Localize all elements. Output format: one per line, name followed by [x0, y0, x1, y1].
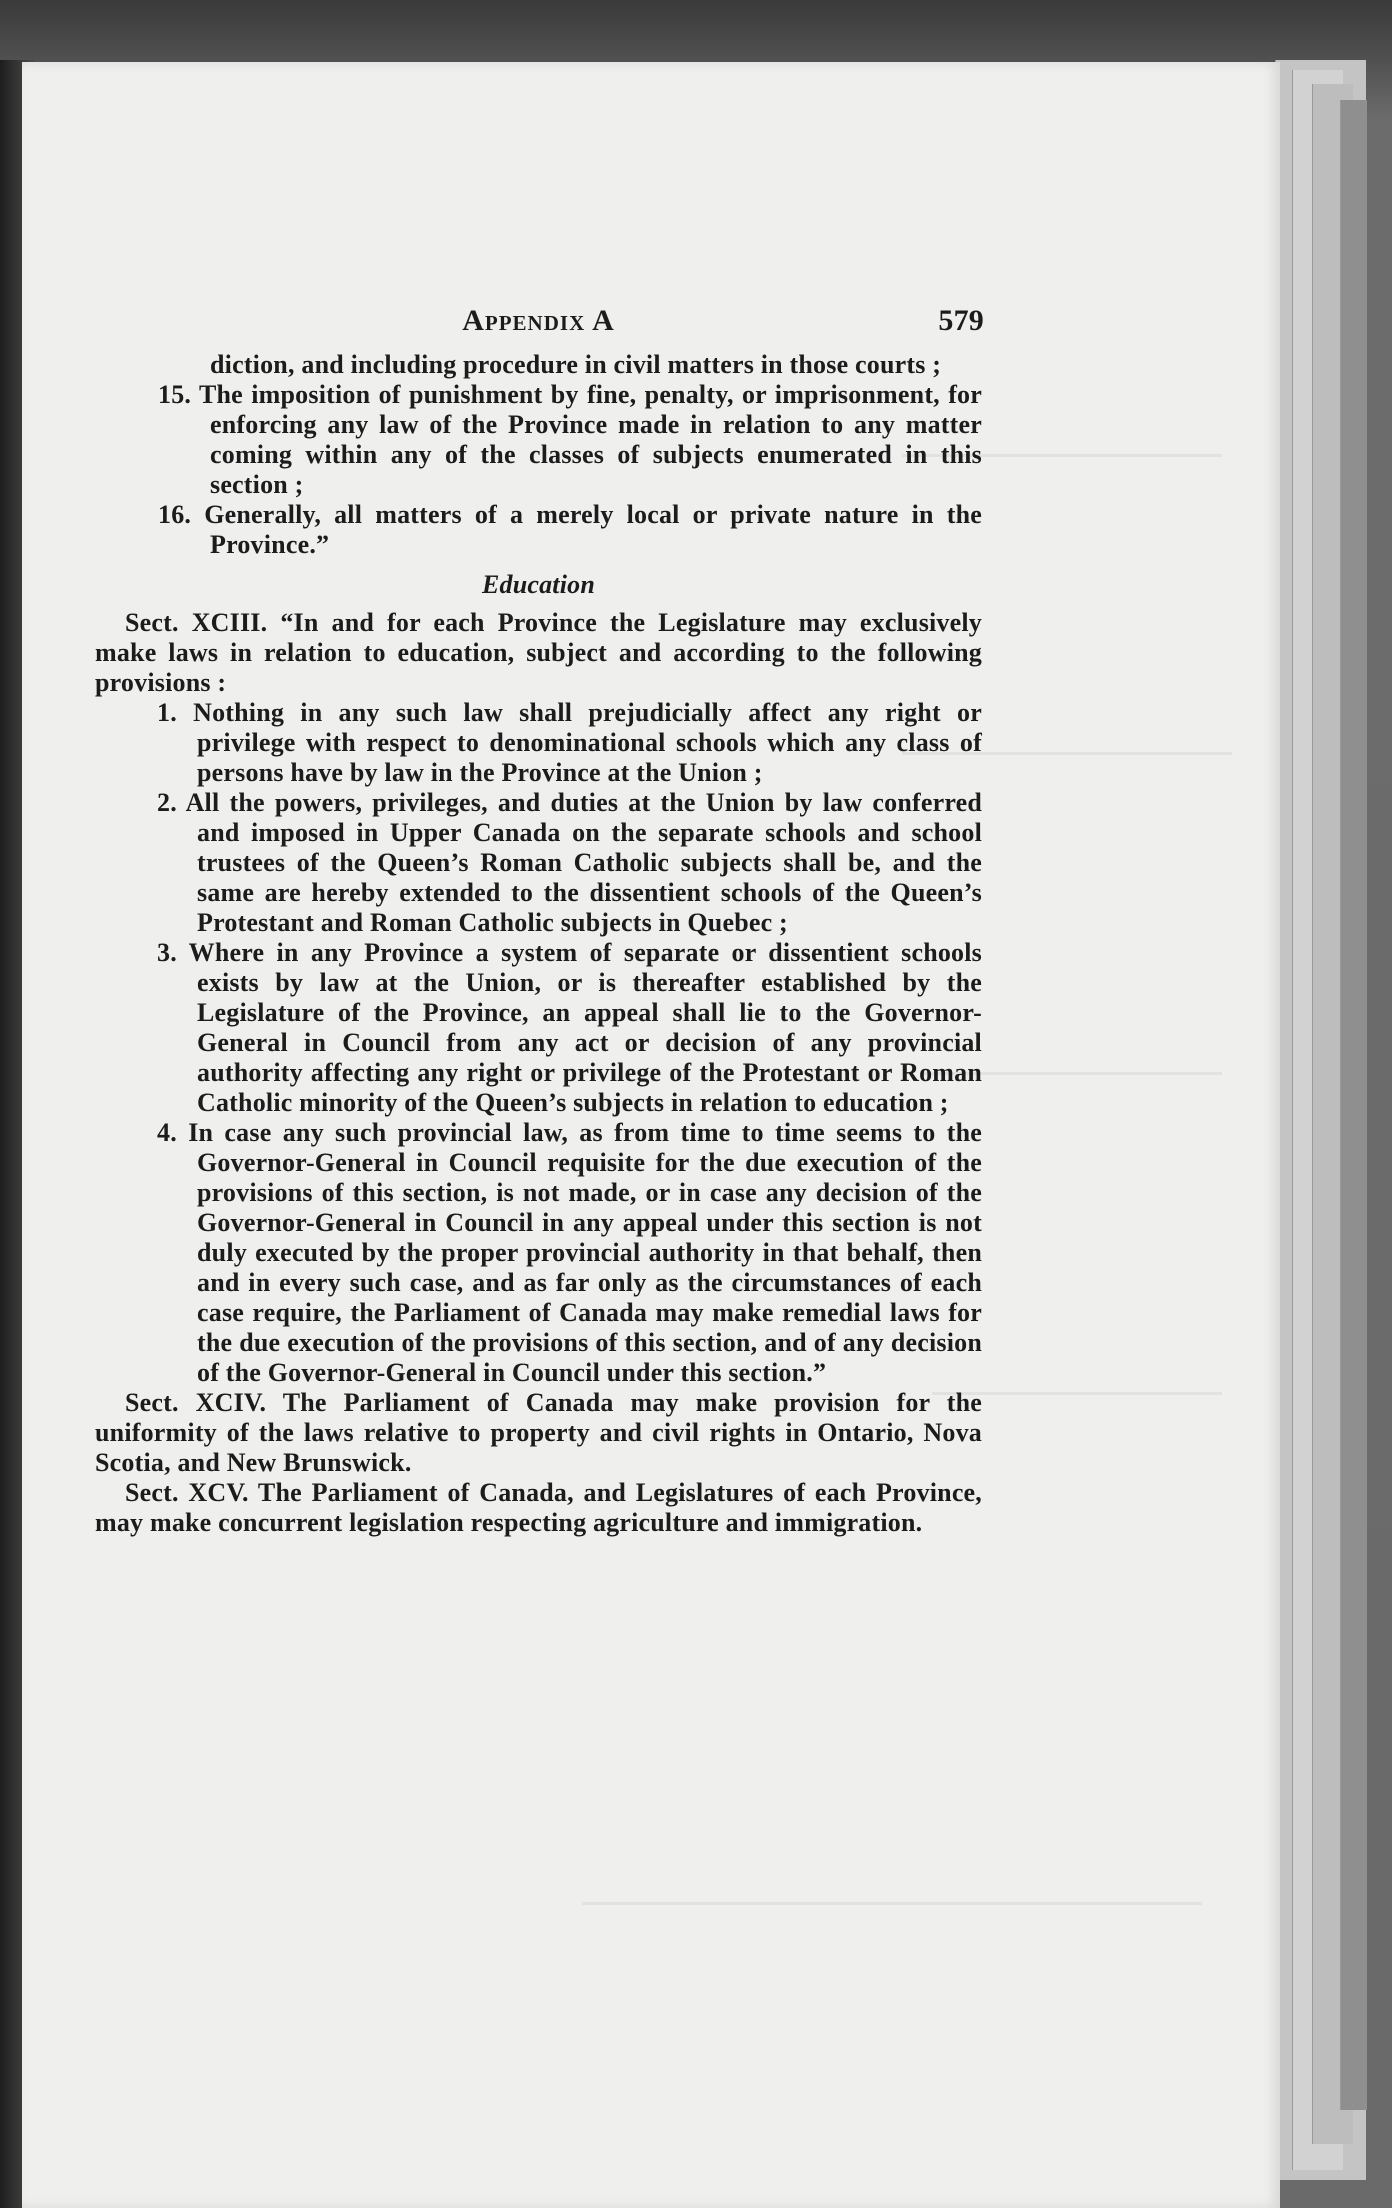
list-item	[95, 788, 982, 938]
list-item	[95, 380, 982, 500]
page-header	[95, 306, 982, 350]
item-text: Generally, all matters of a merely local or private nature in the Province.”	[204, 500, 983, 559]
item-number: 2.	[157, 788, 177, 817]
list-item	[95, 500, 982, 560]
item-number: 15.	[158, 380, 192, 409]
section-paragraph: Sect. XCV. The Parliament of Canada, and Legislatures of each Province, may make concurrent legislation respecting agriculture and immigration.	[95, 1478, 982, 1537]
section-paragraph: Sect. XCIV. The Parliament of Canada may make provision for the uniformity of the laws relative to property and civil rights in Ontario, Nova Scotia, and New Brunswick.	[95, 1388, 982, 1477]
item-number: 16.	[158, 500, 192, 529]
bleed-through-line	[582, 1902, 1202, 1905]
continued-paragraph: diction, and including procedure in civil matters in those courts ;	[210, 350, 942, 379]
page-edges	[1340, 100, 1367, 2110]
list-item	[95, 938, 982, 1118]
running-head: Appendix A	[462, 304, 615, 337]
item-text: All the powers, privileges, and duties at the Union by law conferred and imposed in Upper Canada on the separate schools and school trustees of the Queen’s Roman Catholic subjects shall be, and the same are hereby extended to the dissentient schools of the Queen’s Protestant and Roman Catholic subjects in Quebec ;	[185, 788, 983, 937]
item-number: 1.	[157, 698, 177, 727]
item-number: 4.	[157, 1118, 177, 1147]
item-text: The imposition of punishment by fine, penalty, or imprisonment, for enforcing any law of the Province made in relation to any matter coming within any of the classes of subjects enumerated in this section ;	[198, 380, 982, 499]
list-item	[95, 1118, 982, 1388]
list-item	[95, 698, 982, 788]
page-number: 579	[938, 304, 984, 337]
section-heading: Education	[481, 570, 596, 599]
item-text: Nothing in any such law shall prejudicially affect any right or privilege with respect to denominational schools which any class of persons have by law in the Province at the Union ;	[193, 698, 982, 787]
book-page	[22, 62, 1280, 2208]
item-text: Where in any Province a system of separate or dissentient schools exists by law at the Union, or is thereafter established by the Legislature of the Province, an appeal shall lie to the Governor-General in Council from any act or decision of any provincial authority affecting any right or privilege of the Protestant or Roman Catholic minority of the Queen’s subjects in relation to education ;	[188, 938, 982, 1117]
section-paragraph: Sect. XCIII. “In and for each Province the Legislature may exclusively make laws in relation to education, subject and according to the following provisions :	[95, 608, 982, 697]
item-text: In case any such provincial law, as from time to time seems to the Governor-General in Council requisite for the due execution of the provisions of this section, is not made, or in case any decision of the Governor-General in Council in any appeal under this section is not duly executed by the proper provincial authority in that behalf, then and in every such case, and as far only as the circumstances of each case require, the Parliament of Canada may make remedial laws for the due execution of the provisions of this section, and of any decision of the Governor-General in Council under this section.”	[188, 1118, 982, 1387]
item-number: 3.	[157, 938, 177, 967]
page-text	[95, 306, 982, 1538]
